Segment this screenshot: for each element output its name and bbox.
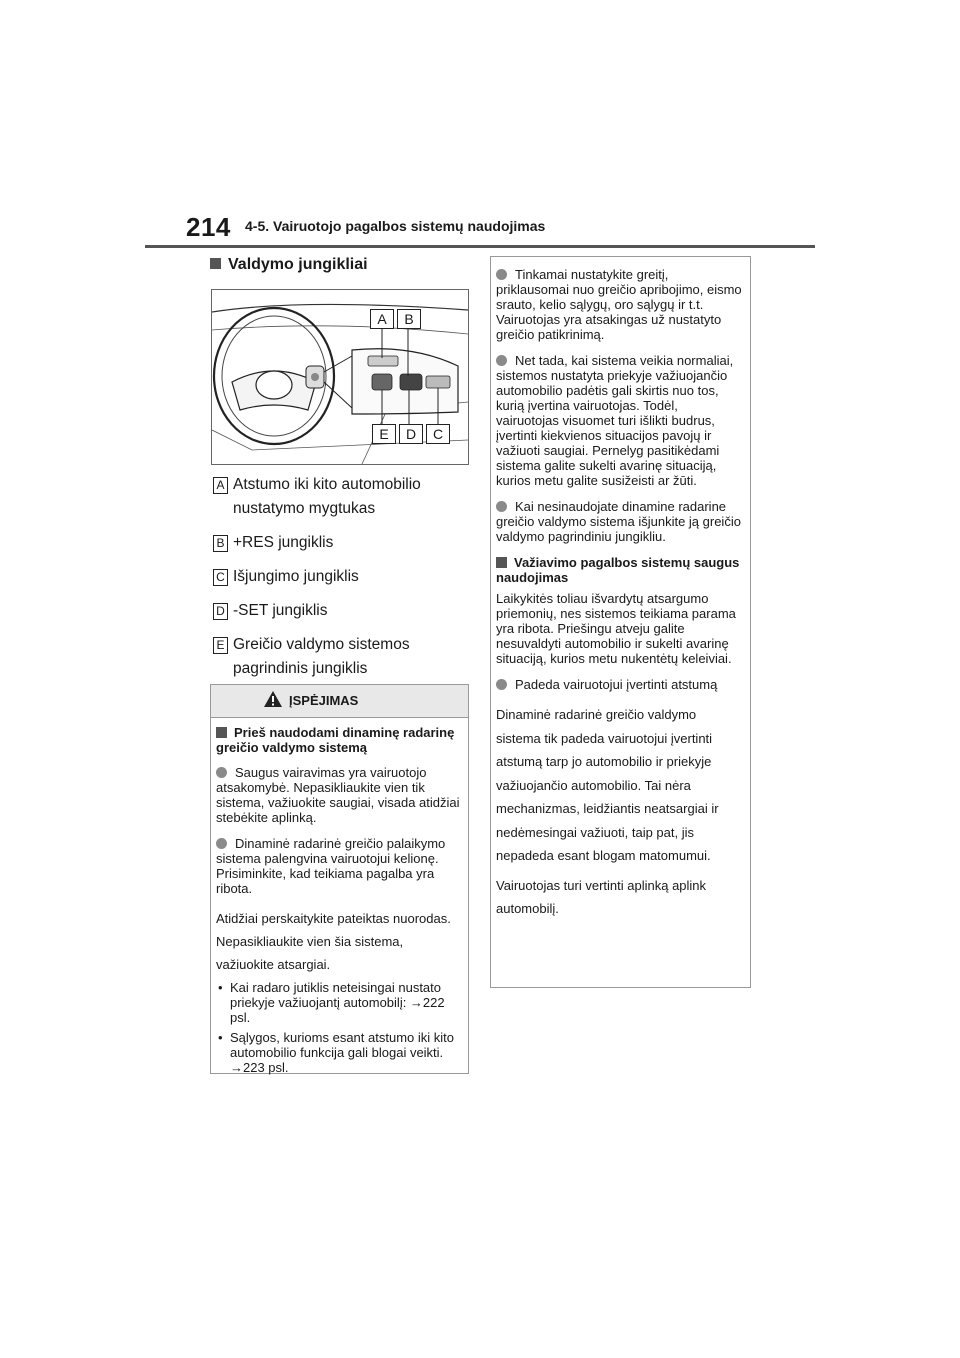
warning-triangle-icon xyxy=(263,690,283,708)
info-text: Net tada, kai sistema veikia normaliai, sistemos nustatyta priekyje važiuojančio automobilio padėtis gali skirtis nuo tos, kurią įvertina vairuotojas. Todėl, vairuotojas visuomet turi išlikti budrus, įvertinti kiekvienos situacijos pavojų ir važiuoti saugiai. Pernelyg pasitikėdami sistema galite sukelti avarinę situaciją, kurios metu galite susižeisti ar žūti. xyxy=(496,353,734,488)
switch-list xyxy=(213,473,463,691)
callout-b: B xyxy=(397,309,421,329)
section-title xyxy=(210,256,368,274)
warning-bullet: • Kai radaro jutiklis neteisingai nustato priekyje važiuojantį automobilį: →222 psl. xyxy=(216,980,462,1025)
item-text: Atstumo iki kito automobilio nustatymo mygtukas xyxy=(233,476,421,517)
dot-bullet-icon xyxy=(496,501,507,512)
item-tag: B xyxy=(213,535,228,552)
warning-paragraph xyxy=(216,836,462,896)
square-bullet-icon xyxy=(496,557,507,568)
info-heading xyxy=(496,555,744,585)
info-text: Kai nesinaudojate dinamine radarine greičio valdymo sistema išjunkite ją greičio valdymo pagrindiniu jungikliu. xyxy=(496,499,741,544)
info-paragraph xyxy=(496,499,744,544)
callout-d: D xyxy=(399,424,423,444)
warning-box xyxy=(210,684,469,1074)
item-tag: E xyxy=(213,637,228,654)
info-paragraph xyxy=(496,353,744,488)
dot-bullet-icon xyxy=(496,269,507,280)
warning-note: Atidžiai perskaitykite pateiktas nuorodas. Nepasikliaukite vien šia sistema, važiuokite atsargiai. xyxy=(216,911,451,972)
callout-c: C xyxy=(426,424,450,444)
item-tag: A xyxy=(213,477,228,494)
warning-heading-text: Prieš naudodami dinaminę radarinę greičio valdymo sistemą xyxy=(216,725,455,755)
list-item xyxy=(213,565,463,589)
info-plain-paragraph: Laikykitės toliau išvardytų atsargumo priemonių, nes sistemos teikiama parama yra ribota. Priešingu atveju galite nesuvaldyti automobilio ir sukelti avarinę situaciją, kurios metu nukentėtų keleiviai. xyxy=(496,591,736,666)
list-item xyxy=(213,473,463,521)
warning-text: Saugus vairavimas yra vairuotojo atsakomybė. Nepasikliaukite vien tik sistema, važiuokite saugiai, visada atidžiai stebėkite aplinką. xyxy=(216,765,460,825)
info-heading-text: Važiavimo pagalbos sistemų saugus naudojimas xyxy=(496,555,740,585)
list-item xyxy=(213,633,463,681)
info-plain-paragraph: Dinaminė radarinė greičio valdymo sistema tik padeda vairuotojui įvertinti atstumą tarp jo automobilio ir priekyje važiuojančio automobilio. Tai nėra mechanizmas, leidžiantis neatsargiai ir nedėmesingai važiuoti, taip pat, jis nepadeda esant blogam matomumui. xyxy=(496,707,719,863)
item-text: Greičio valdymo sistemos pagrindinis jungiklis xyxy=(233,636,410,677)
item-tag: C xyxy=(213,569,228,586)
warning-heading xyxy=(216,725,462,755)
chapter-title: 4-5. Vairuotojo pagalbos sistemų naudojimas xyxy=(245,218,546,234)
info-text: Padeda vairuotojui įvertinti atstumą xyxy=(515,677,718,692)
section-title-text: Valdymo jungikliai xyxy=(228,256,368,273)
item-text: +RES jungiklis xyxy=(233,534,334,551)
warning-bullet: • Sąlygos, kurioms esant atstumo iki kito automobilio funkcija gali blogai veikti. →223 psl. xyxy=(216,1030,462,1075)
square-bullet-icon xyxy=(216,727,227,738)
callout-e: E xyxy=(372,424,396,444)
warning-text: Dinaminė radarinė greičio palaikymo sistema palengvina vairuotojui kelionę. Prisiminkite, kad teikiama pagalba yra ribota. xyxy=(216,836,446,896)
item-tag: D xyxy=(213,603,228,620)
list-item xyxy=(213,531,463,555)
callout-a: A xyxy=(370,309,394,329)
dot-bullet-icon xyxy=(496,679,507,690)
header-divider xyxy=(145,245,815,248)
right-info-box xyxy=(490,256,751,988)
warning-label: ĮSPĖJIMAS xyxy=(289,693,359,708)
info-paragraph xyxy=(496,267,744,342)
item-text: Išjungimo jungiklis xyxy=(233,568,359,585)
dot-bullet-icon xyxy=(216,838,227,849)
steering-wheel-figure xyxy=(211,289,469,465)
info-text: Tinkamai nustatykite greitį, priklausomai nuo greičio apribojimo, eismo srauto, kelio sąlygų, oro sąlygų ir t.t. Vairuotojas yra atsakingas už nustatyto greičio patikrinimą. xyxy=(496,267,742,342)
section-square-icon xyxy=(210,258,221,269)
item-text: -SET jungiklis xyxy=(233,602,328,619)
dot-bullet-icon xyxy=(216,767,227,778)
page-number: 214 xyxy=(186,212,231,242)
dot-bullet-icon xyxy=(496,355,507,366)
warning-header xyxy=(211,685,468,718)
list-item xyxy=(213,599,463,623)
info-plain-paragraph: Vairuotojas turi vertinti aplinką aplink automobilį. xyxy=(496,877,707,916)
info-paragraph xyxy=(496,677,744,692)
warning-paragraph xyxy=(216,765,462,825)
